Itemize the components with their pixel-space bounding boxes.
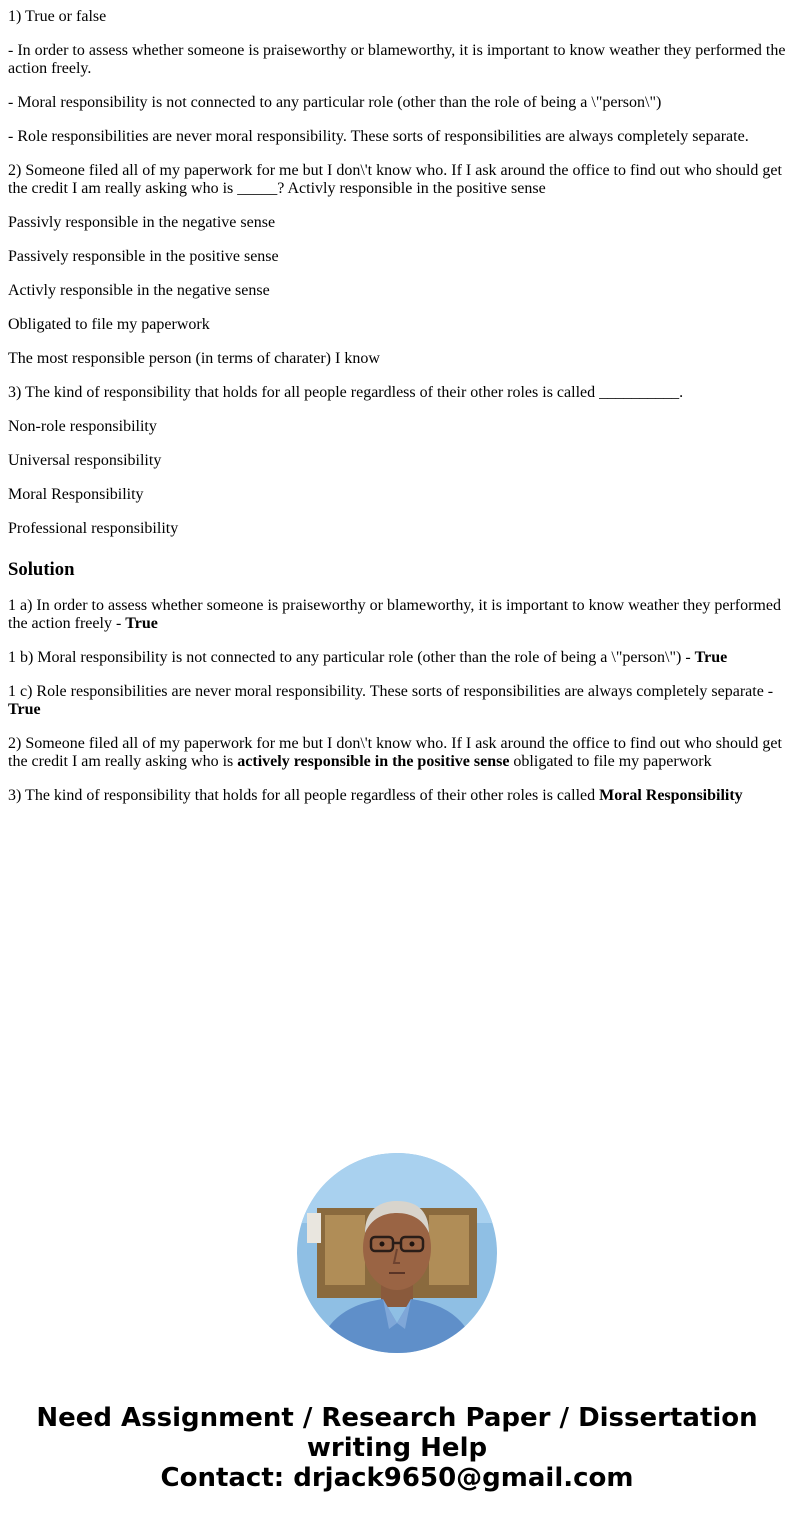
question1-heading: 1) True or false xyxy=(8,8,107,25)
answer-value: True xyxy=(8,701,41,718)
question1-statement-1: - In order to assess whether someone is praiseworthy or blameworthy, it is important to know weather they performed the action freely. xyxy=(8,42,786,77)
answer-text: 1 b) Moral responsibility is not connected to any particular role (other than the role of being a \"person\") - xyxy=(8,649,695,666)
question2-text: 2) Someone filed all of my paperwork for me but I don\'t know who. If I ask around the office to find out who should get the credit I am really asking who is _____? Activly responsible in the positive sense xyxy=(8,162,782,197)
tutor-photo xyxy=(297,1153,497,1353)
answer-value: Moral Responsibility xyxy=(599,787,743,804)
question3-option-1: Non-role responsibility xyxy=(8,418,157,435)
answer-text: 1 c) Role responsibilities are never moral responsibility. These sorts of responsibilities are always completely separate - xyxy=(8,683,774,700)
answer-text: 1 a) In order to assess whether someone is praiseworthy or blameworthy, it is important to know weather they performed the action freely - xyxy=(8,597,781,632)
question2-option-1: Passivly responsible in the negative sense xyxy=(8,214,276,231)
question2-option-4: Obligated to file my paperwork xyxy=(8,316,210,333)
document-body xyxy=(8,8,788,821)
promo-line-1: Need Assignment / Research Paper / Dissertation xyxy=(36,1403,758,1433)
answer-value: True xyxy=(694,649,728,666)
solution-answer-1b xyxy=(8,649,788,667)
question2-option-3: Activly responsible in the negative sense xyxy=(8,282,270,299)
question1-statement-2: - Moral responsibility is not connected to any particular role (other than the role of being a \"person\") xyxy=(8,94,662,111)
answer-suffix: obligated to file my paperwork xyxy=(509,753,712,770)
solution-answer-3 xyxy=(8,787,788,805)
question2-option-2: Passively responsible in the positive sense xyxy=(8,248,279,265)
answer-text: 2) Someone filed all of my paperwork for me but I don\'t know who. If I ask around the office to find out who should get the credit I am really asking who is xyxy=(8,735,782,770)
promo-line-2: writing Help xyxy=(306,1433,488,1463)
solution-answer-2 xyxy=(8,735,788,771)
question3-option-4: Professional responsibility xyxy=(8,520,179,537)
answer-value: True xyxy=(125,615,158,632)
solution-answer-1a xyxy=(8,597,788,633)
promo-contact: Contact: drjack9650@gmail.com xyxy=(160,1463,634,1493)
question3-text: 3) The kind of responsibility that holds for all people regardless of their other roles is called __________. xyxy=(8,384,684,401)
tutor-avatar xyxy=(297,1153,497,1353)
solution-answer-1c xyxy=(8,683,788,719)
promo-banner xyxy=(0,1403,794,1493)
answer-text: 3) The kind of responsibility that holds for all people regardless of their other roles is called xyxy=(8,787,600,804)
question1-statement-3: - Role responsibilities are never moral responsibility. These sorts of responsibilities are always completely separate. xyxy=(8,128,749,145)
answer-value: actively responsible in the positive sense xyxy=(237,753,510,770)
question2-option-5: The most responsible person (in terms of charater) I know xyxy=(8,350,380,367)
solution-heading: Solution xyxy=(8,559,75,580)
question3-option-3: Moral Responsibility xyxy=(8,486,144,503)
question3-option-2: Universal responsibility xyxy=(8,452,162,469)
